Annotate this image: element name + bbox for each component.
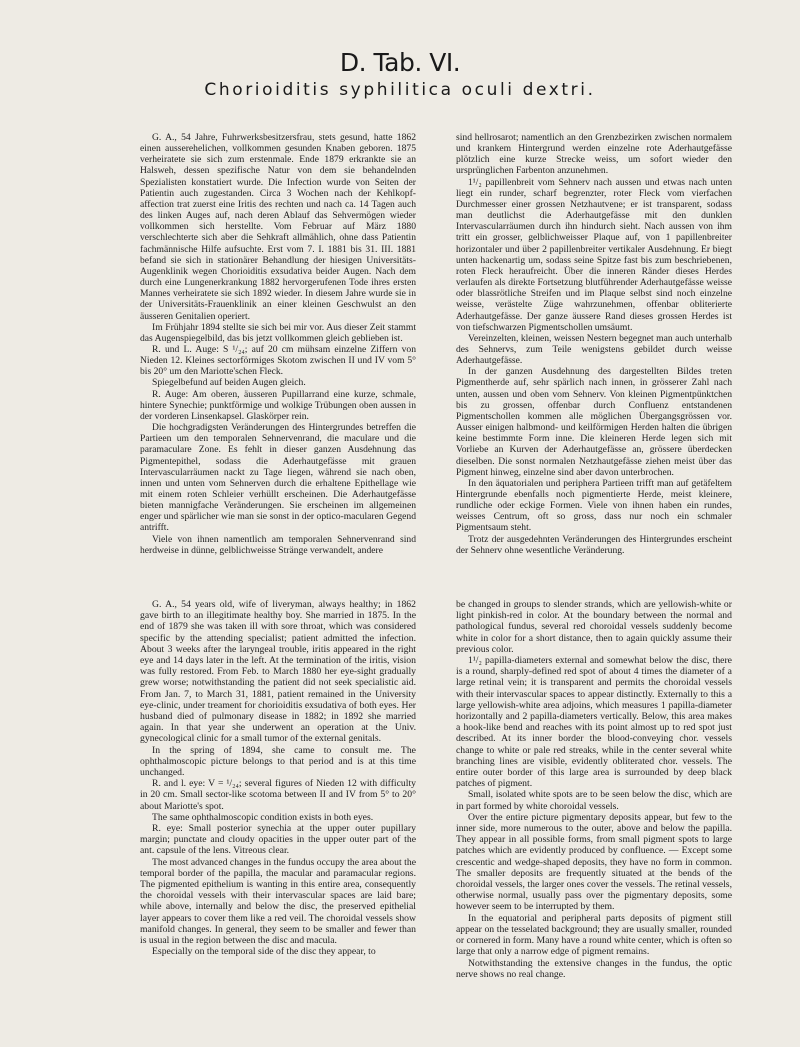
paragraph: Small, isolated white spots are to be seen below the disc, which are in part formed by white choroidal vessels. — [456, 789, 732, 812]
paragraph: 1¹/₂ papillenbreit vom Sehnerv nach aussen und etwas nach unten liegt ein runder, scharf begrenzter, roter Fleck vom vierfachen Durchmesser einer grossen Netzhautvene; er ist transparent, sodass man deutlichst die Aderhautgefässe mit den dunklen Intervascularräumen durch ihn hindurch sieht. Nach aussen von ihm tritt ein grosser, gelblichweisser Plaque auf, von 1 papillenbreiter horizontaler und über 2 papillenbreiter vertikaler Ausdehnung. Er biegt unten hackenartig um, sodass seine Spitze fast bis zum beschriebenen, roten Fleck heraufreicht. Über die inneren Ränder dieses Herdes verlaufen als direkte Fortsetzung blutführender Aderhautgefässe weisse oder blassrötliche Streifen und im Plaque selbst sind noch einzelne weisse, verästelte Züge wahrzunehmen, offenbar obliterierte Aderhautgefässe. Der ganze äussere Rand dieses grossen Herdes ist von tiefschwarzen Pigmentschollen umsäumt. — [456, 176, 732, 333]
paragraph: In the equatorial and peripheral parts deposits of pigment still appear on the tesselated background; they are usually smaller, rounded or cornered in form. Many have a round white center, which is often so large that only a narrow edge of pigment remains. — [456, 912, 732, 958]
paragraph: The same ophthalmoscopic condition exists in both eyes. — [152, 811, 374, 823]
paragraph: R. Auge: Am oberen, äusseren Pupillarrand eine kurze, schmale, hintere Synechie; punktförmige und wolkige Trübungen oben aussen in der vorderen Linsenkapsel. Glaskörper rein. — [140, 388, 416, 422]
paragraph: be changed in groups to slender strands, which are yellowish-white or light pinkish-red in color. At the boundary between the normal and pathological fundus, several red choroidal vessels suddenly become white in color for a short distance, then to again quickly assume their previous color. — [456, 599, 732, 655]
paragraph: In the spring of 1894, she came to consult me. The ophthalmoscopic picture belongs to that period and is at this time unchanged. — [140, 744, 416, 779]
english-text-left-column — [140, 599, 416, 958]
paragraph: 1¹/₂ papilla-diameters external and somewhat below the disc, there is a round, sharply-defined red spot of about 4 times the diameter of a large retinal vein; it is transparent and permits the choroidal vessels with their intervascular spaces to appear distinctly. Externally to this a large yellowish-white area adjoins, which measures 1 papilla-diameter horizontally and 2 papilla-diameters vertically. Below, this area makes a hook-like bend and reaches with its point almost up to red spot just described. At its inner border the blood-conveying chor. vessels change to white or pale red streaks, while in the center several white branching lines are visible, evidently obliterated chor. vessels. The entire outer border of this large area is surrounded by deep black patches of pigment. — [456, 655, 732, 790]
plate-number: D. Tab. VI. — [339, 48, 461, 77]
paragraph: Viele von ihnen namentlich am temporalen Sehnervenrand sind herdweise in dünne, gelblichweisse Stränge verwandelt, andere — [140, 533, 416, 556]
paragraph: R. and l. eye: V = ¹/₂₄; several figures of Nieden 12 with difficulty in 20 cm. Small sector-like scotoma between II and IV from 5° to 20° about Mariotte's spot. — [140, 778, 416, 812]
paragraph: Spiegelbefund auf beiden Augen gleich. — [152, 377, 306, 389]
paragraph: sind hellrosarot; namentlich an den Grenzbezirken zwischen normalem und krankem Hintergrund werden einzelne rote Aderhautgefässe plötzlich eine kurze Strecke weiss, um sofort wieder den ursprünglichen Farbenton anzunehmen. — [456, 132, 732, 177]
paragraph: R. und L. Auge: S ¹/₂₄; auf 20 cm mühsam einzelne Ziffern von Nieden 12. Kleines sectorförmiges Skotom zwischen II und IV vom 5° bis 20° um den Mariotte'schen Fleck. — [140, 343, 416, 378]
paragraph: The most advanced changes in the fundus occupy the area about the temporal border of the papilla, the macular and paramacular regions. The pigmented epithelium is wanting in this entire area, consequently the choroidal vessels with their intervascular spaces are laid bare; while above, internally and below the disc, the preserved epithelial layer appears to cover them like a red veil. The choroidal vessels show manifold changes. In general, they seem to be smaller and fewer than is usual in the region between the disc and macula. — [140, 856, 416, 947]
paragraph: G. A., 54 Jahre, Fuhrwerksbesitzersfrau, stets gesund, hatte 1862 einen ausserehelichen, vollkommen gesunden Knaben geboren. 1875 verheiratete sie sich zum erstenmale. Ende 1879 erkrankte sie an Halsweh, dessen spezifische Natur von dem sie behandelnden Spezialisten konstatiert wurde. Die Infection wurde von Seiten der Patientin auch zugestanden. Circa 3 Wochen nach der Kehlkopf-affection trat zuerst eine Iritis des rechten und nach ca. 14 Tagen auch des linken Auges auf, nach deren Ablauf das Sehvermögen wieder vollkommen sich herstellte. Vom Februar auf März 1880 verschlechterte sich aber die Sehkraft allmählich, ohne dass Patientin fachmännische Hilfe aufsuchte. Erst vom 7. I. 1881 bis 31. III. 1881 befand sie sich in stationärer Behandlung der hiesigen Universitäts-Augenklinik wegen Chorioiditis exsudativa beider Augen. Nach dem durch eine Lungenerkrankung 1882 hervorgerufenen Tode ihres ersten Mannes verheiratete sie sich 1892 wieder. In diesem Jahre wurde sie in der Universitäts-Frauenklinik an einer kleinen Geschwulst an den äusseren Genitalien operiert. — [140, 132, 416, 322]
paragraph: Notwithstanding the extensive changes in the fundus, the optic nerve shows no real change. — [456, 957, 732, 980]
german-text-right-column — [456, 132, 732, 556]
paragraph: Die hochgradigsten Veränderungen des Hintergrundes betreffen die Partieen um den temporalen Sehnervenrand, die maculare und die paramaculare Zone. Es fehlt in dieser ganzen Ausdehnung das Pigmentepithel, sodass die Aderhautgefässe mit grauen Intervascularräumen nackt zu Tage liegen, während sie nach oben, innen und unten vom Sehnerven durch die erhaltene Epithellage wie mit einem roten Schleier verhüllt erscheinen. Die Aderhautgefässe bieten mannigfache Veränderungen. Sie erscheinen im allgemeinen enger und spärlicher wie man sie sonst in der optico-macularen Gegend antrifft. — [140, 422, 416, 534]
paragraph: In den äquatorialen und periphera Partieen trifft man auf getäfeltem Hintergrunde ebenfalls noch pigmentierte Herde, meist kleinere, rundliche oder eckige Formen. Viele von ihnen haben ein rundes, weisses Centrum, oft so gross, dass nur noch ein schmaler Pigmentsaum steht. — [456, 477, 732, 534]
paragraph: Vereinzelten, kleinen, weissen Nestern begegnet man auch unterhalb des Sehnervs, zum Teile wenigstens gebildet durch weisse Aderhautgefässe. — [456, 332, 732, 367]
plate-title: Chorioiditis syphilitica oculi dextri. — [204, 80, 596, 100]
paragraph: Trotz der ausgedehnten Veränderungen des Hintergrundes erscheint der Sehnerv ohne wesentliche Veränderung. — [456, 533, 732, 556]
german-text-left-column — [140, 132, 416, 556]
paragraph: G. A., 54 years old, wife of liveryman, always healthy; in 1862 gave birth to an illegitimate healthy boy. She married in 1875. In the end of 1879 she was taken ill with sore throat, which was considered specific by the attending specialist; patient admitted the infection. About 3 weeks after the laryngeal trouble, iritis appeared in the right eye and 14 days later in the left. At the termination of the iritis, vision was fully restored. From Feb. to March 1880 her eye-sight gradually grew worse; notwithstanding the patient did not seek specialistic aid. From Jan. 7, to March 31, 1881, patient remained in the University eye-clinic, under treament for chorioiditis exsudativa of both eyes. Her husband died of pulmonary disease in 1882; in 1892 she married again. In that year she underwent an operation at the Univ. gynecological clinic for a small tumor of the external genitals. — [140, 599, 416, 745]
paragraph: Over the entire picture pigmentary deposits appear, but few to the inner side, more numerous to the outer, above and below the papilla. They appear in all possible forms, from small pigment spots to large patches which are evidently produced by confluence. — Except some crescentic and wedge-shaped deposits, they have no form in common. The smaller deposits are frequently situated at the bends of the choroidal vessels, the larger ones cover the vessels. The retinal vessels, otherwise normal, usually pass over the pigmentary deposits, some however seem to be interrupted by them. — [456, 811, 732, 913]
paragraph: R. eye: Small posterior synechia at the upper outer pupillary margin; punctate and cloudy opacities in the upper outer part of the ant. capsule of the lens. Vitreous clear. — [140, 823, 416, 857]
english-text-right-column — [456, 599, 732, 980]
paragraph: Especially on the temporal side of the disc they appear, to — [152, 946, 376, 958]
paragraph: Im Frühjahr 1894 stellte sie sich bei mir vor. Aus dieser Zeit stammt das Augenspiegelbild, das bis jetzt vollkommen gleich geblieben ist. — [140, 321, 416, 344]
paragraph: In der ganzen Ausdehnung des dargestellten Bildes treten Pigmentherde auf, sehr spärlich nach innen, in grösserer Zahl nach unten, aussen und oben vom Sehnerv. Von kleinen Pigmentpünktchen bis zu grossen, offenbar durch Confluenz entstandenen Pigmentschollen kommen alle möglichen Übergangsgrössen vor. Ausser einigen halbmond- und keilförmigen Herden halten die übrigen keine bestimmte Form inne. Die kleineren Herde legen sich mit Vorliebe an Kurven der Aderhautgefässe an, grössere überdecken dieselben. Die sonst normalen Netzhautgefässe ziehen meist über das Pigment hinweg, einzelne sind aber davon unterbrochen. — [456, 366, 732, 478]
